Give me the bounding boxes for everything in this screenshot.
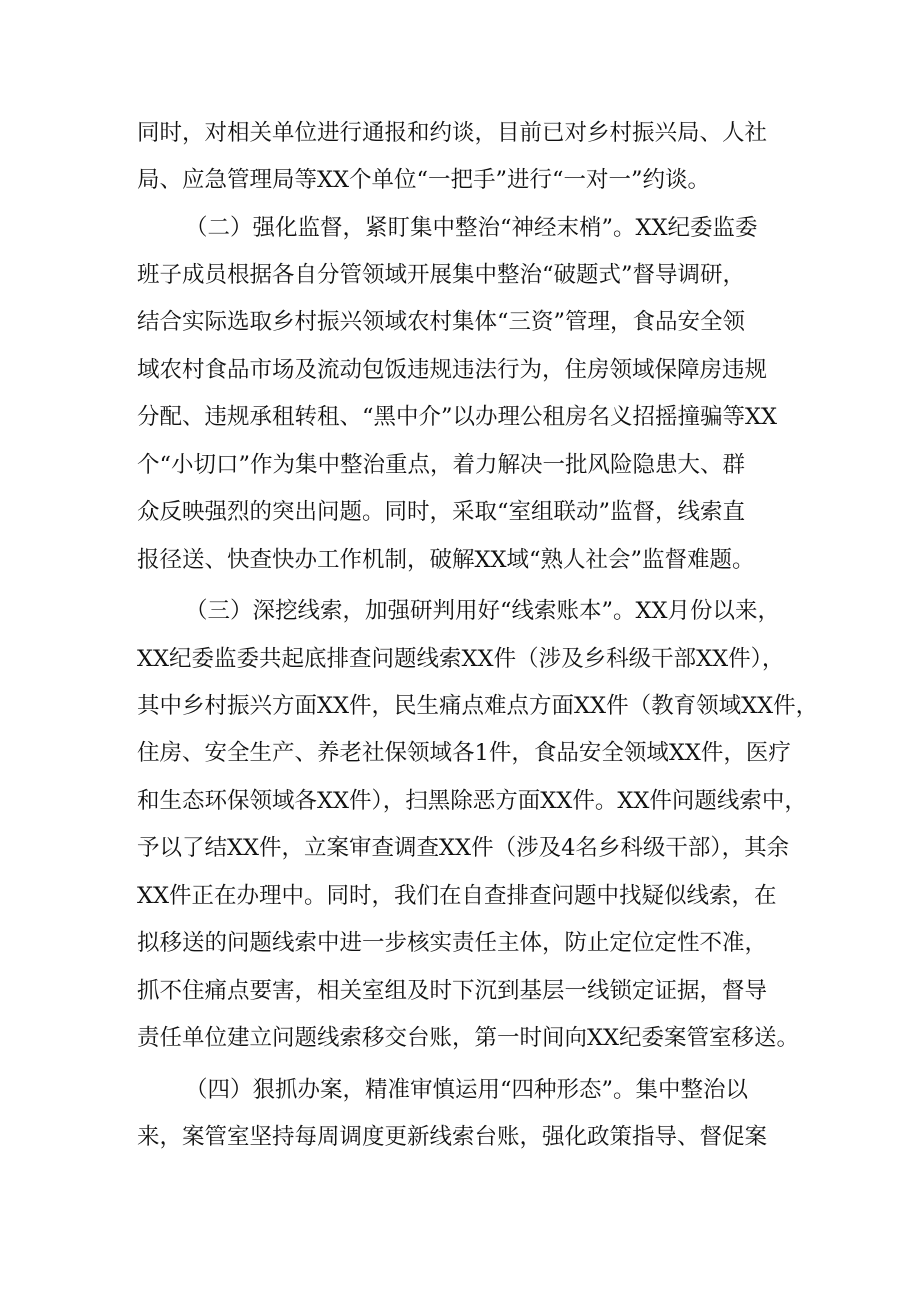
text-line-13: 其中乡村振兴方面XX件，民生痛点难点方面XX件（教育领域XX件， (137, 693, 819, 719)
text-line-9: 众反映强烈的突出问题。同时，采取“室组联动”监督，线索直 (137, 499, 746, 525)
text-line-1: 同时，对相关单位进行通报和约谈，目前已对乡村振兴局、人社 (137, 120, 768, 146)
text-line-6: 域农村食品市场及流动包饭违规违法行为，住房领域保障房违规 (137, 357, 768, 383)
section-4-heading-line: （四）狠抓办案，精准审慎运用“四种形态”。集中整治以 (185, 1077, 749, 1103)
text-line-22: 来，案管室坚持每周调度更新线索台账，强化政策指导、督促案 (137, 1124, 768, 1150)
text-line-14: 住房、安全生产、养老社保领域各1件，食品安全领域XX件，医疗 (137, 740, 791, 766)
text-line-4: 班子成员根据各自分管领域开展集中整治“破题式”督导调研， (137, 262, 746, 288)
text-line-12: XX纪委监委共起底排查问题线索XX件（涉及乡科级干部XX件）， (137, 646, 785, 672)
section-3-heading-line: （三）深挖线索，加强研判用好“线索账本”。XX月份以来， (185, 598, 781, 624)
text-line-2: 局、应急管理局等XX个单位“一把手”进行“一对一”约谈。 (137, 167, 711, 193)
text-line-18: 拟移送的问题线索中进一步核实责任主体，防止定位定性不准， (137, 930, 768, 956)
text-line-8: 个“小切口”作为集中整治重点，着力解决一批风险隐患大、群 (137, 452, 746, 478)
section-2-heading-line: （二）强化监督，紧盯集中整治“神经末梢”。XX纪委监委 (185, 215, 758, 241)
text-line-10: 报径送、快查快办工作机制，破解XX域“熟人社会”监督难题。 (137, 547, 755, 573)
text-line-20: 责任单位建立问题线索移交台账，第一时间向XX纪委案管室移送。 (137, 1025, 800, 1051)
text-line-7: 分配、违规承租转租、“黑中介”以办理公租房名义招摇撞骗等XX (137, 404, 778, 430)
text-line-15: 和生态环保领域各XX件），扫黑除恶方面XX件。XX件问题线索中， (137, 788, 807, 814)
text-line-19: 抓不住痛点要害，相关室组及时下沉到基层一线锁定证据，督导 (137, 978, 768, 1004)
text-line-5: 结合实际选取乡村振兴领域农村集体“三资”管理，食品安全领 (137, 309, 746, 335)
text-line-16: 予以了结XX件，立案审查调查XX件（涉及4名乡科级干部），其余 (137, 835, 790, 861)
text-line-17: XX件正在办理中。同时，我们在自查排查问题中找疑似线索，在 (137, 883, 777, 909)
